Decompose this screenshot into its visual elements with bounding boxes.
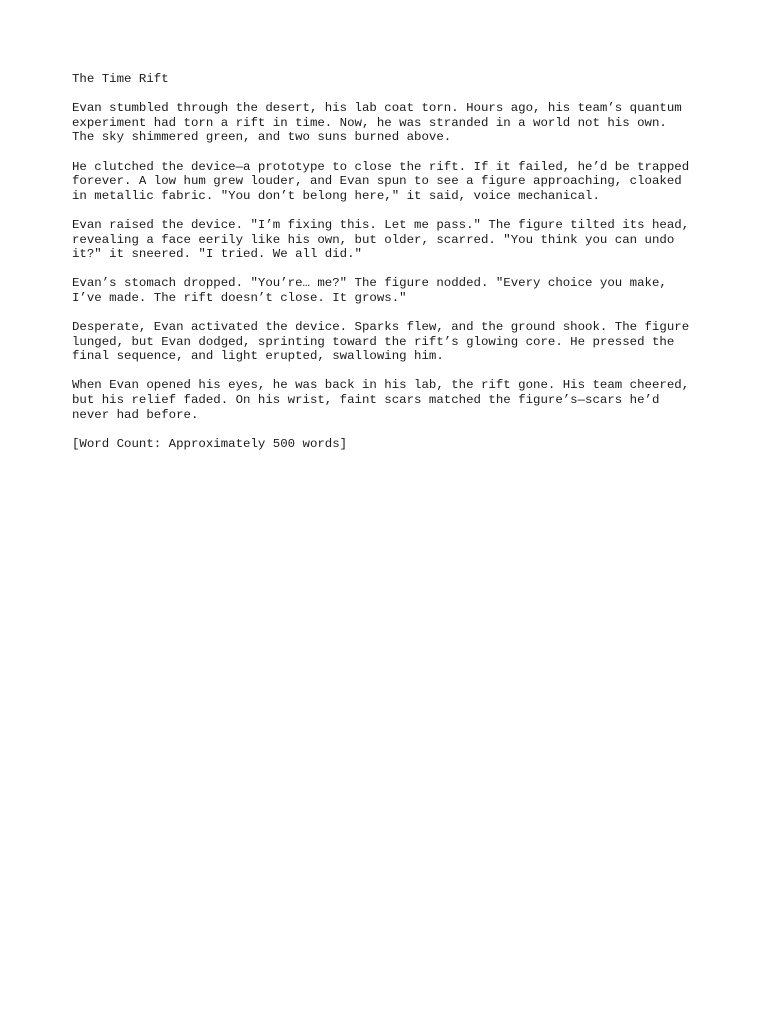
paragraph-3: Evan raised the device. "I’m fixing this. Let me pass." The figure tilted its head, revealing a face eerily like his own, but older, scarred. "You think you can undo it?" it sneered. "I tried. We all did." xyxy=(72,217,690,262)
paragraph-6: When Evan opened his eyes, he was back in his lab, the rift gone. His team cheered, but his relief faded. On his wrist, faint scars matched the figure’s—scars he’d never had before. xyxy=(72,378,690,422)
word-count-note: [Word Count: Approximately 500 words] xyxy=(72,436,348,451)
document-title: The Time Rift xyxy=(72,72,169,86)
paragraph-5: Desperate, Evan activated the device. Sparks flew, and the ground shook. The figure lunged, but Evan dodged, sprinting toward the rift’s glowing core. He pressed the final sequence, and light erupted, swallowing him. xyxy=(72,320,690,364)
paragraph-4: Evan’s stomach dropped. "You’re… me?" The figure nodded. "Every choice you make, I’ve made. The rift doesn’t close. It grows." xyxy=(72,276,667,305)
paragraph-1: Evan stumbled through the desert, his lab coat torn. Hours ago, his team’s quantum experiment had torn a rift in time. Now, he was stranded in a world not his own. The sky shimmered green, and two suns burned above. xyxy=(72,101,682,145)
document-page xyxy=(72,72,712,466)
paragraph-2: He clutched the device—a prototype to close the rift. If it failed, he’d be trapped forever. A low hum grew louder, and Evan spun to see a figure approaching, cloaked in metallic fabric. "You don’t belong here," it said, voice mechanical. xyxy=(72,159,690,203)
